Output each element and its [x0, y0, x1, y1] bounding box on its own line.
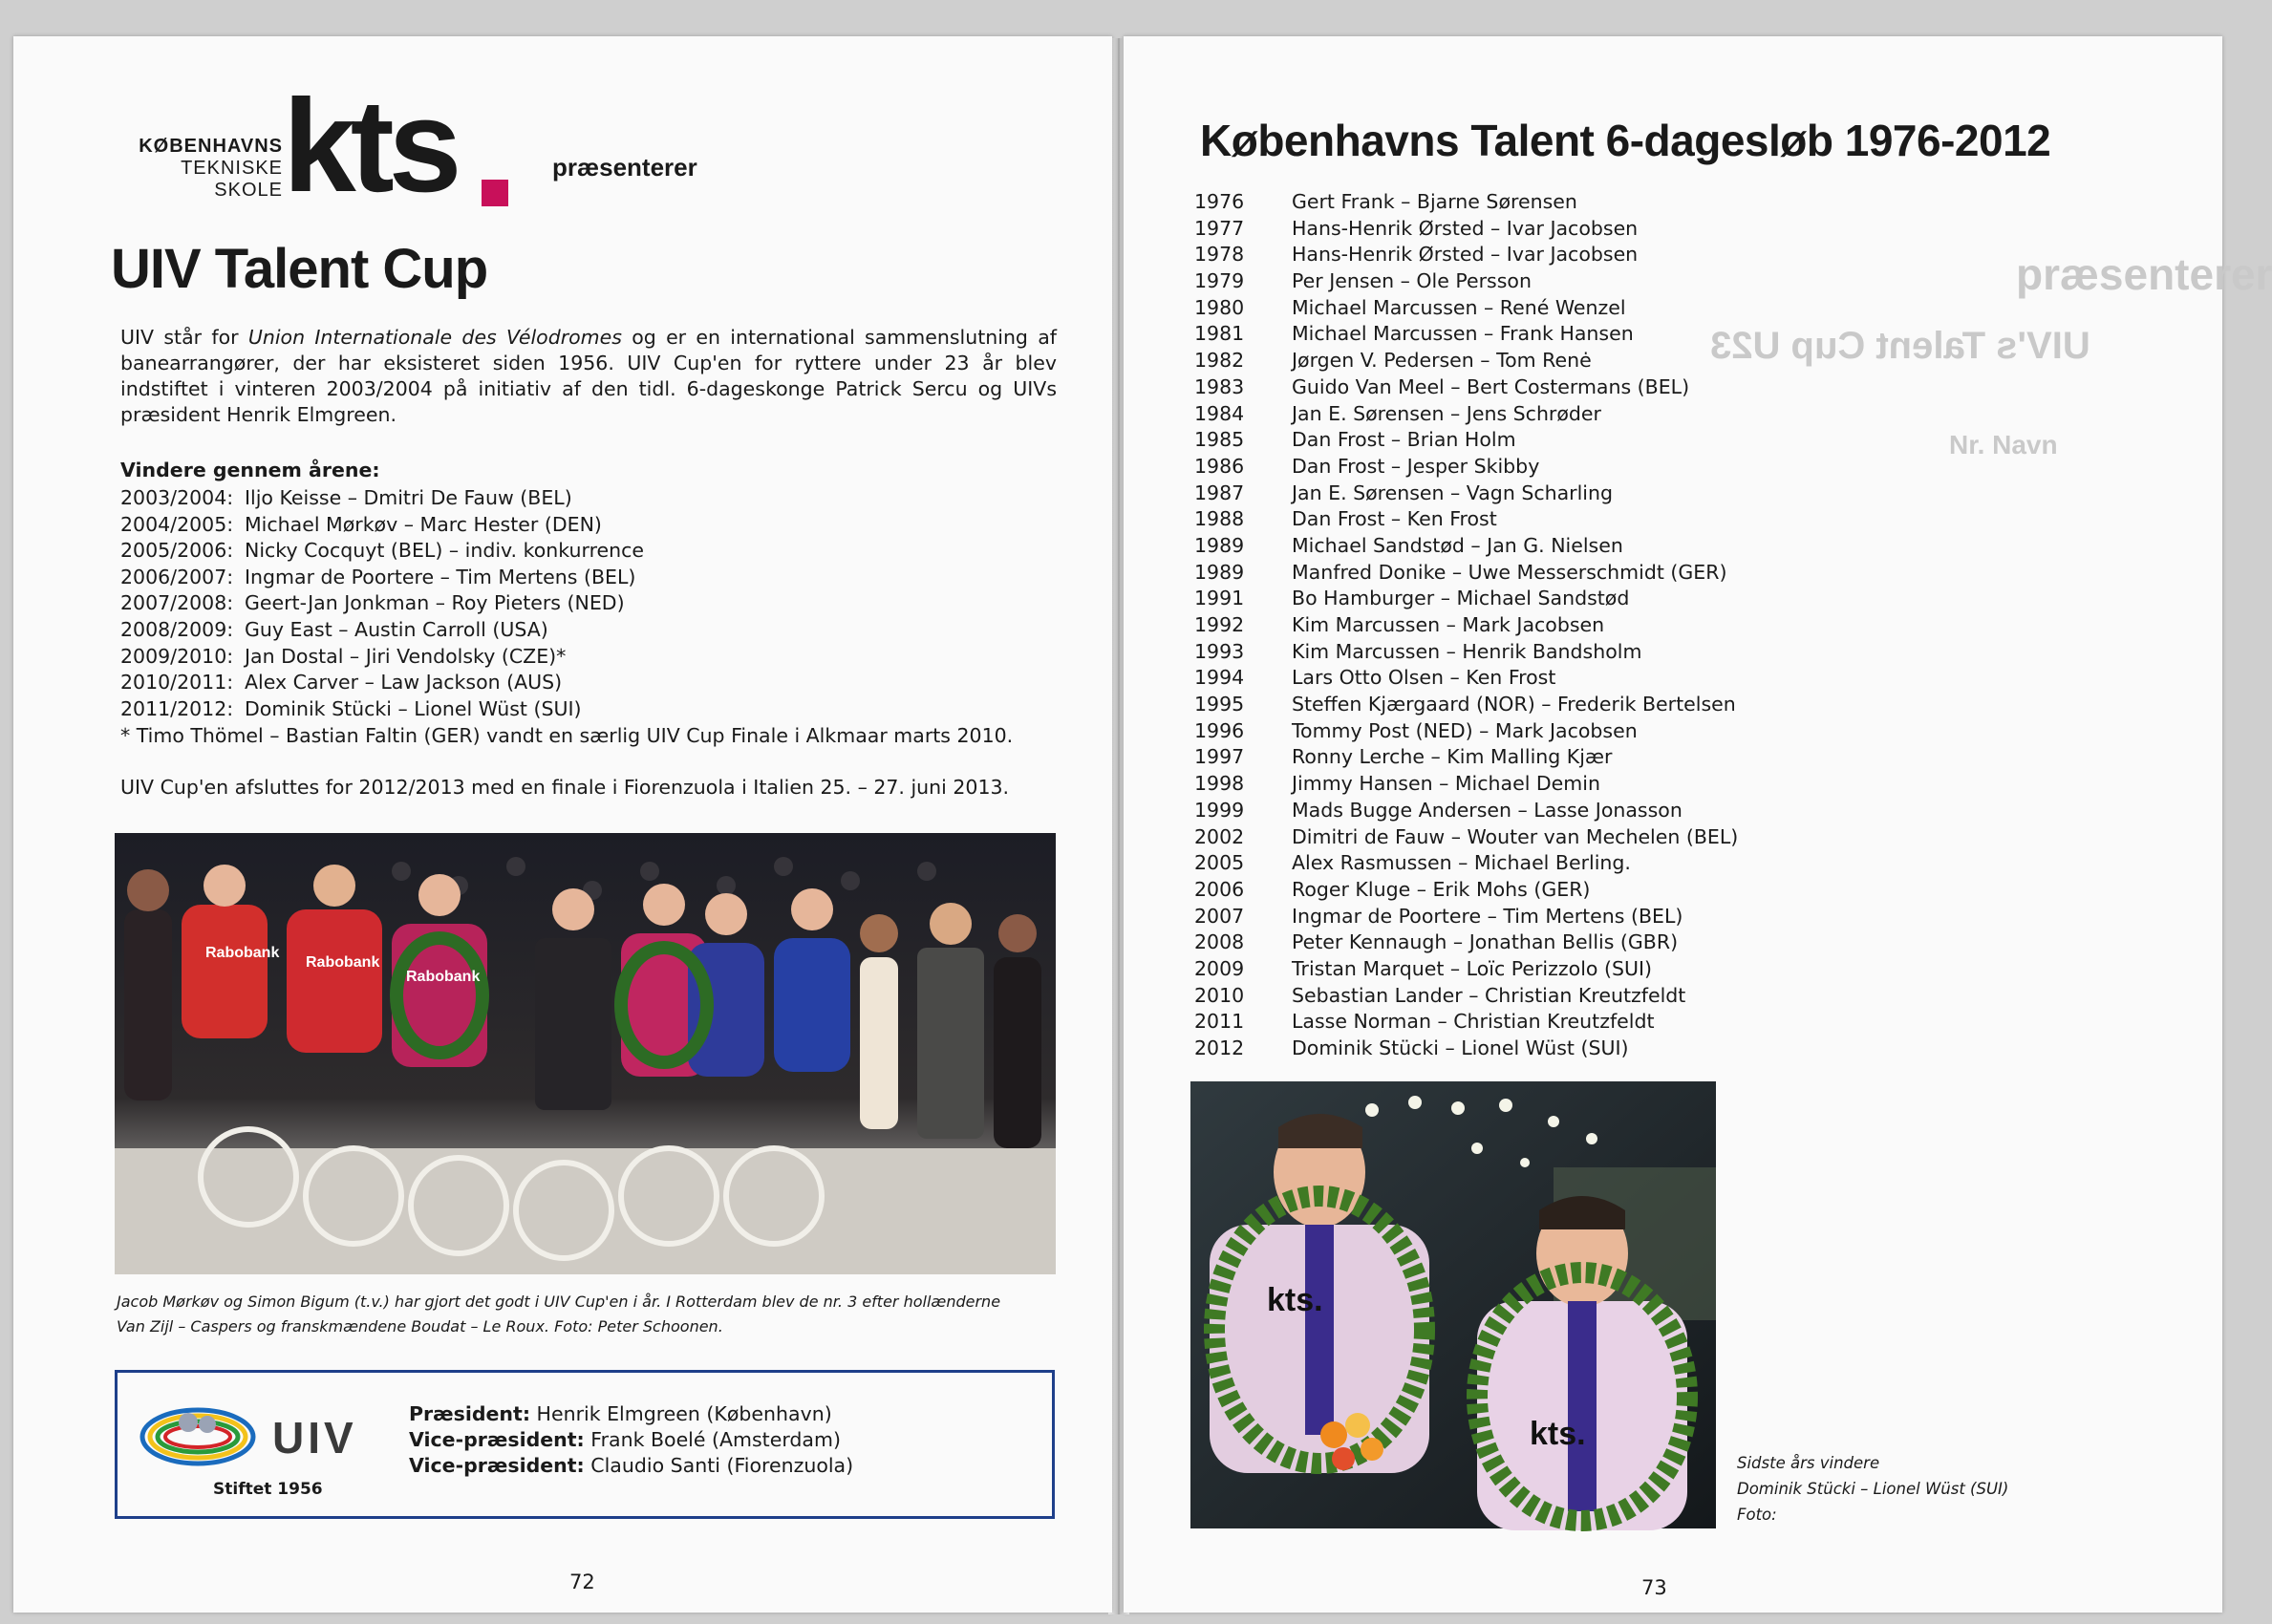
result-names: Peter Kennaugh – Jonathan Bellis (GBR): [1292, 930, 1679, 954]
winner-season: 2004/2005:: [120, 512, 234, 536]
winner-row: [120, 617, 644, 644]
result-row: [1194, 586, 1738, 612]
result-names: Alex Rasmussen – Michael Berling.: [1292, 851, 1631, 875]
result-row: [1194, 692, 1738, 718]
result-row: [1194, 798, 1738, 824]
result-year: 1992: [1194, 613, 1245, 636]
result-names: Per Jensen – Ole Persson: [1292, 269, 1532, 293]
winner-season: 2010/2011:: [120, 671, 234, 694]
result-year: 2012: [1194, 1036, 1245, 1059]
result-row: [1194, 850, 1738, 877]
uiv-logo: [139, 1394, 377, 1480]
officer-row: [409, 1401, 853, 1427]
result-year: 1989: [1194, 560, 1245, 584]
result-names: Dan Frost – Ken Frost: [1292, 507, 1497, 531]
winner-row: [120, 485, 644, 512]
winner-names: Ingmar de Poortere – Tim Mertens (BEL): [245, 565, 636, 588]
result-year: 1982: [1194, 349, 1245, 373]
officer-name: Henrik Elmgreen (København): [536, 1402, 832, 1425]
result-row: [1194, 348, 1738, 374]
officer-row: [409, 1427, 853, 1453]
presents-label: præsenterer: [552, 153, 697, 182]
show-through-text: Nr. Navn: [1949, 430, 2058, 459]
result-row: [1194, 560, 1738, 587]
intro-italic: Union Internationale des Vélodromes: [247, 326, 622, 349]
result-row: [1194, 639, 1738, 666]
result-names: Jan E. Sørensen – Jens Schrøder: [1292, 401, 1601, 425]
result-row: [1194, 824, 1738, 851]
result-row: [1194, 1036, 1738, 1062]
result-year: 1983: [1194, 374, 1245, 398]
result-names: Dimitri de Fauw – Wouter van Mechelen (BEL): [1292, 824, 1739, 848]
uiv-logo-text: UIV: [272, 1413, 357, 1463]
result-year: 1979: [1194, 269, 1245, 293]
result-year: 2009: [1194, 956, 1245, 980]
result-names: Gert Frank – Bjarne Sørensen: [1292, 190, 1577, 213]
result-year: 1995: [1194, 693, 1245, 716]
result-row: [1194, 771, 1738, 798]
photo1-jersey-text: Rabobank: [306, 954, 380, 971]
result-names: Hans-Henrik Ørsted – Ivar Jacobsen: [1292, 216, 1639, 240]
show-through-text: UIV's Talent Cup U23: [1710, 325, 2090, 367]
result-year: 2006: [1194, 877, 1245, 901]
result-row: [1194, 454, 1738, 481]
page-number-left: 72: [569, 1571, 595, 1593]
result-year: 1993: [1194, 639, 1245, 663]
winners-photo-caption: [1737, 1450, 2008, 1528]
winner-row: [120, 644, 644, 671]
winner-names: Nicky Cocquyt (BEL) – indiv. konkurrence: [245, 539, 645, 563]
result-year: 1997: [1194, 745, 1245, 769]
logo-school-line1: KØBENHAVNS: [139, 136, 283, 157]
result-row: [1194, 268, 1738, 295]
photo2-jersey-text: kts.: [1530, 1416, 1586, 1452]
officer-role: Vice-præsident:: [409, 1428, 585, 1451]
result-names: Manfred Donike – Uwe Messerschmidt (GER): [1292, 560, 1727, 584]
result-year: 2008: [1194, 930, 1245, 954]
result-year: 1978: [1194, 243, 1245, 267]
result-year: 1988: [1194, 507, 1245, 531]
result-year: 2007: [1194, 904, 1245, 928]
result-names: Michael Marcussen – Frank Hansen: [1292, 322, 1634, 346]
winner-row: [120, 670, 644, 696]
officer-name: Claudio Santi (Fiorenzuola): [590, 1454, 854, 1477]
result-row: [1194, 427, 1738, 454]
officer-role: Vice-præsident:: [409, 1454, 585, 1477]
winner-season: 2005/2006:: [120, 539, 234, 563]
result-row: [1194, 533, 1738, 560]
result-names: Michael Sandstød – Jan G. Nielsen: [1292, 533, 1623, 557]
result-names: Hans-Henrik Ørsted – Ivar Jacobsen: [1292, 243, 1639, 267]
result-row: [1194, 612, 1738, 639]
winner-row: [120, 538, 644, 565]
result-names: Steffen Kjærgaard (NOR) – Frederik Bertelsen: [1292, 693, 1736, 716]
result-row: [1194, 718, 1738, 745]
show-through-text: præsenterer: [2016, 249, 2272, 299]
caption2-line3: Foto:: [1737, 1506, 1777, 1524]
winner-names: Iljo Keisse – Dmitri De Fauw (BEL): [245, 486, 572, 509]
result-year: 1981: [1194, 322, 1245, 346]
result-names: Tristan Marquet – Loïc Perizzolo (SUI): [1292, 956, 1653, 980]
caption2-line1: Sidste års vindere: [1737, 1454, 1880, 1472]
officer-role: Præsident:: [409, 1402, 531, 1425]
result-names: Tommy Post (NED) – Mark Jacobsen: [1292, 718, 1638, 742]
caption1-line1: Jacob Mørkøv og Simon Bigum (t.v.) har gjort det godt i UIV Cup'en i år. I Rotterdam blev de nr. 3 efter hollænderne: [117, 1293, 1001, 1311]
result-row: [1194, 374, 1738, 401]
winner-row: [120, 565, 644, 591]
result-names: Kim Marcussen – Mark Jacobsen: [1292, 613, 1605, 636]
result-names: Kim Marcussen – Henrik Bandsholm: [1292, 639, 1642, 663]
result-year: 1976: [1194, 190, 1245, 213]
result-year: 1989: [1194, 533, 1245, 557]
result-names: Jørgen V. Pedersen – Tom Renė: [1292, 349, 1592, 373]
result-row: [1194, 665, 1738, 692]
winner-row: [120, 512, 644, 539]
final-note: UIV Cup'en afsluttes for 2012/2013 med en finale i Fiorenzuola i Italien 25. – 27. juni 2013.: [120, 776, 1010, 799]
result-names: Ronny Lerche – Kim Malling Kjær: [1292, 745, 1613, 769]
result-names: Dan Frost – Jesper Skibby: [1292, 454, 1540, 478]
winner-season: 2011/2012:: [120, 696, 234, 720]
winner-row: [120, 590, 644, 617]
winner-season: 2009/2010:: [120, 644, 234, 668]
logo-school-line3: SKOLE: [214, 180, 283, 201]
result-row: [1194, 506, 1738, 533]
result-names: Sebastian Lander – Christian Kreutzfeldt: [1292, 983, 1686, 1007]
logo-school-line2: TEKNISKE: [181, 158, 283, 179]
winner-row: [120, 696, 644, 723]
winner-names: Guy East – Austin Carroll (USA): [245, 617, 548, 641]
result-row: [1194, 744, 1738, 771]
intro-suffix: og er en international sammenslutning af banearrangører, der har eksisteret siden 1956. UIV Cup'en for ryttere under 23 år blev indstiftet i vinteren 2003/2004 på initiativ af den tidl. 6-dageskonge Patrick Sercu og UIVs præsident Henrik Elmgreen.: [120, 326, 1058, 426]
logo-brand: kts: [283, 73, 457, 220]
result-row: [1194, 904, 1738, 930]
kts-logo: [111, 73, 703, 220]
result-row: [1194, 481, 1738, 507]
uiv-founded: Stiftet 1956: [213, 1480, 323, 1499]
result-row: [1194, 401, 1738, 428]
result-year: 1985: [1194, 428, 1245, 452]
photo1-jersey-text: Rabobank: [205, 945, 280, 961]
logo-school-name: [120, 136, 283, 202]
winner-season: 2006/2007:: [120, 565, 234, 588]
logo-brand-dot: [482, 180, 508, 206]
result-names: Dan Frost – Brian Holm: [1292, 428, 1516, 452]
result-year: 2010: [1194, 983, 1245, 1007]
uiv-officers: [409, 1401, 853, 1479]
result-year: 1986: [1194, 454, 1245, 478]
result-year: 1987: [1194, 481, 1245, 504]
result-year: 1977: [1194, 216, 1245, 240]
result-names: Roger Kluge – Erik Mohs (GER): [1292, 877, 1591, 901]
winner-season: 2008/2009:: [120, 617, 234, 641]
winner-names: Jan Dostal – Jiri Vendolsky (CZE)*: [245, 644, 567, 668]
caption2-line2: Dominik Stücki – Lionel Wüst (SUI): [1737, 1480, 2009, 1498]
result-names: Lasse Norman – Christian Kreutzfeldt: [1292, 1010, 1655, 1034]
result-names: Guido Van Meel – Bert Costermans (BEL): [1292, 374, 1690, 398]
podium-photo: [115, 833, 1056, 1274]
result-year: 1991: [1194, 587, 1245, 610]
winner-names: Dominik Stücki – Lionel Wüst (SUI): [245, 696, 582, 720]
result-names: Lars Otto Olsen – Ken Frost: [1292, 666, 1556, 690]
intro-paragraph: [120, 325, 1057, 428]
page-title-uiv: UIV Talent Cup: [111, 238, 488, 300]
winner-names: Geert-Jan Jonkman – Roy Pieters (NED): [245, 591, 625, 615]
winner-season: 2003/2004:: [120, 486, 234, 509]
result-year: 1996: [1194, 718, 1245, 742]
winner-names: Michael Mørkøv – Marc Hester (DEN): [245, 512, 602, 536]
result-year: 1999: [1194, 798, 1245, 822]
podium-photo-caption: [117, 1290, 1058, 1339]
result-names: Jan E. Sørensen – Vagn Scharling: [1292, 481, 1613, 504]
result-year: 1984: [1194, 401, 1245, 425]
result-names: Mads Bugge Andersen – Lasse Jonasson: [1292, 798, 1683, 822]
officer-row: [409, 1453, 853, 1479]
result-names: Dominik Stücki – Lionel Wüst (SUI): [1292, 1036, 1629, 1059]
photo1-jersey-text: Rabobank: [406, 969, 481, 985]
result-year: 2011: [1194, 1010, 1245, 1034]
result-year: 2005: [1194, 851, 1245, 875]
result-names: Bo Hamburger – Michael Sandstød: [1292, 587, 1630, 610]
winner-names: Alex Carver – Law Jackson (AUS): [245, 671, 563, 694]
results-list: [1194, 189, 1738, 1062]
intro-prefix: UIV står for: [120, 326, 248, 349]
result-row: [1194, 1009, 1738, 1036]
result-names: Jimmy Hansen – Michael Demin: [1292, 772, 1600, 796]
winner-season: 2007/2008:: [120, 591, 234, 615]
winners-list: [120, 485, 644, 722]
result-row: [1194, 956, 1738, 983]
winners-photo: [1190, 1081, 1716, 1528]
result-row: [1194, 295, 1738, 322]
caption1-line2: Van Zijl – Caspers og franskmændene Boudat – Le Roux. Foto: Peter Schoonen.: [117, 1317, 723, 1336]
result-year: 1998: [1194, 772, 1245, 796]
uiv-info-box: [115, 1370, 1055, 1519]
photo2-jersey-text: kts.: [1267, 1282, 1323, 1318]
result-names: Michael Marcussen – René Wenzel: [1292, 295, 1626, 319]
officer-name: Frank Boelé (Amsterdam): [590, 1428, 841, 1451]
result-year: 2002: [1194, 824, 1245, 848]
winners-footnote: * Timo Thömel – Bastian Faltin (GER) vandt en særlig UIV Cup Finale i Alkmaar marts 2010.: [120, 724, 1014, 747]
result-row: [1194, 321, 1738, 348]
result-row: [1194, 930, 1738, 956]
result-row: [1194, 983, 1738, 1010]
result-year: 1994: [1194, 666, 1245, 690]
result-row: [1194, 877, 1738, 904]
page-title-results: Københavns Talent 6-dagesløb 1976-2012: [1200, 116, 2051, 165]
result-row: [1194, 189, 1738, 216]
result-row: [1194, 216, 1738, 243]
page-number-right: 73: [1641, 1576, 1667, 1599]
result-names: Ingmar de Poortere – Tim Mertens (BEL): [1292, 904, 1683, 928]
result-row: [1194, 242, 1738, 268]
winners-heading: Vindere gennem årene:: [120, 459, 380, 481]
result-year: 1980: [1194, 295, 1245, 319]
